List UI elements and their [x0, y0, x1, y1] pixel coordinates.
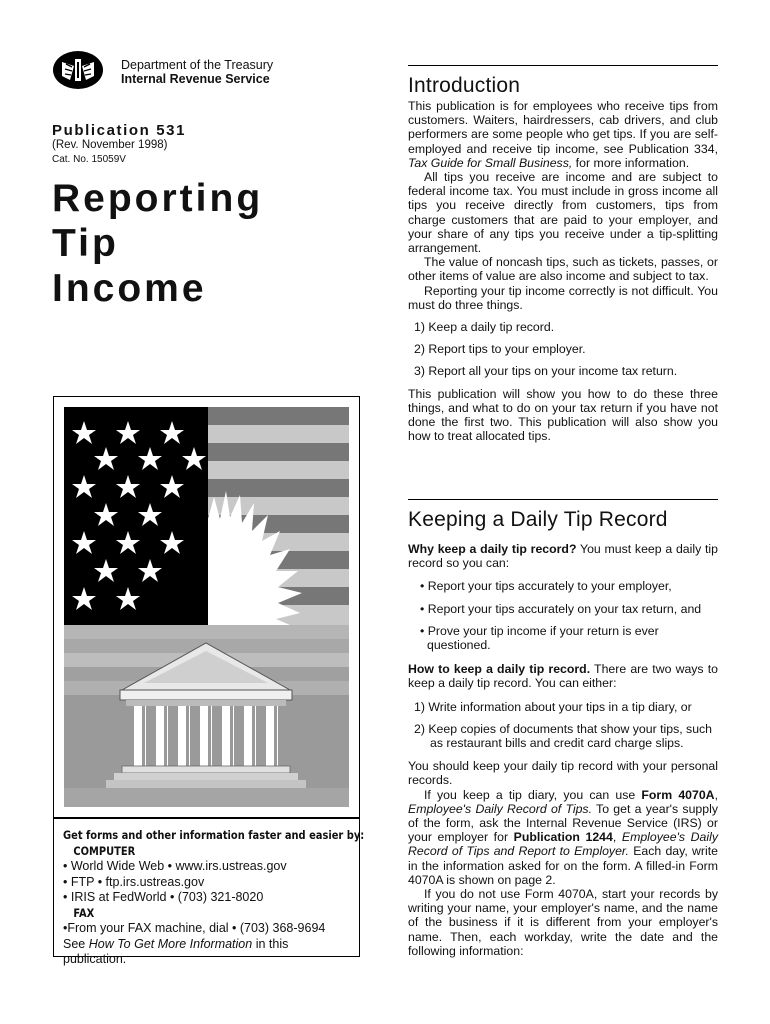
see-post: in this publication.: [63, 936, 289, 966]
see-reference: [63, 937, 351, 968]
diary-paragraph: [408, 788, 718, 887]
pub-title: Employee's Daily Record of Tips and Report to Employer.: [408, 830, 718, 859]
diary-text: ,: [612, 830, 622, 845]
why-text: You must keep a daily tip record so you can:: [408, 542, 718, 571]
how-text: There are two ways to keep a daily tip record. You can either:: [408, 662, 718, 691]
bullet-item: • Report your tips accurately on your tax return, and: [420, 601, 702, 616]
irs-eagle-logo: [52, 50, 104, 90]
form-title: Employee's Daily Record of Tips.: [408, 801, 592, 816]
bullet-item: • Prove your tip income if your return is ever questioned.: [420, 623, 659, 653]
computer-label: COMPUTER: [73, 843, 136, 858]
dept-line-2: Internal Revenue Service: [121, 72, 270, 86]
page-title: [52, 176, 263, 311]
section-rule: [408, 499, 718, 500]
daily-tip-record-section: [408, 508, 718, 958]
title-line: Income: [52, 267, 207, 310]
diary-text: If you keep a tip diary, you can use: [424, 787, 642, 802]
pub-1244-ref: Publication 1244: [513, 830, 613, 845]
step-item: 3) Report all your tips on your income tax return.: [414, 364, 678, 379]
intro-paragraph: Reporting your tip income correctly is not difficult. You must do three things.: [408, 283, 718, 312]
intro-paragraph: All tips you receive are income and are subject to federal income tax. You must include in gross income all tips you receive directly from customers, tips from charge customers that are paid to your employer, and your share of any tips you receive under a tip-splitting arrangement.: [408, 170, 718, 256]
info-heading: Get forms and other information faster and easier by:: [63, 828, 365, 842]
department-label: [121, 58, 273, 86]
intro-p1-a: This publication is for employees who receive tips from customers. Waiters, hairdressers, cab drivers, and club performers are some people who get tips. If you are self-employed and receive tip income, see Publication 334,: [408, 99, 718, 156]
no-form-paragraph: If you do not use Form 4070A, start your records by writing your name, your employer's name, and the name of the business if it is different from your employer's name. Then, each workday, write the date and the following information:: [408, 887, 718, 958]
publication-number: Publication 531: [52, 122, 187, 139]
flag-capitol-illustration: [53, 396, 360, 818]
keep-paragraph: You should keep your daily tip record with your personal records.: [408, 759, 718, 788]
dept-line-1: Department of the Treasury: [121, 58, 274, 72]
step-item: 1) Keep a daily tip record.: [414, 320, 555, 335]
see-title: How To Get More Information: [88, 936, 253, 951]
diary-text: ,: [714, 787, 718, 802]
diary-text: Each day, write in the information asked for on the form. A filled-in Form 4070A is shown on page 2.: [408, 844, 718, 887]
bullet-item: • Report your tips accurately to your employer,: [420, 579, 672, 594]
see-pre: See: [63, 936, 89, 951]
why-lead: Why keep a daily tip record?: [408, 542, 577, 556]
how-paragraph: [408, 662, 718, 690]
introduction-heading: Introduction: [408, 74, 521, 97]
way-item: 1) Write information about your tips in a tip diary, or: [414, 699, 692, 714]
way-item: 2) Keep copies of documents that show your tips, such as restaurant bills and credit card charge slips.: [414, 721, 713, 751]
intro-p1-b: for more information.: [572, 155, 690, 170]
intro-paragraph: This publication will show you how to do these three things, and what to do on your tax return if you have not done the first two. This publication will also show you how to treat allocated tips.: [408, 386, 718, 444]
illustration-svg: [64, 407, 349, 807]
why-paragraph: [408, 542, 718, 570]
form-4070a-ref: Form 4070A: [641, 787, 715, 802]
catalog-number: Cat. No. 15059V: [52, 154, 126, 165]
intro-paragraph: [408, 99, 718, 170]
title-line: Reporting: [52, 177, 264, 220]
intro-paragraph: The value of noncash tips, such as tickets, passes, or other items of value are also income and subject to tax.: [408, 255, 718, 284]
www-line: • World Wide Web • www.irs.ustreas.gov: [63, 859, 287, 873]
get-forms-info-box: [53, 818, 365, 966]
section-rule: [408, 65, 718, 66]
iris-line: • IRIS at FedWorld • (703) 321-8020: [63, 890, 264, 904]
title-line: Tip: [52, 222, 119, 265]
ftp-line: • FTP • ftp.irs.ustreas.gov: [63, 874, 205, 889]
step-item: 2) Report tips to your employer.: [414, 342, 586, 357]
fax-line: •From your FAX machine, dial • (703) 368-9694: [63, 921, 326, 935]
diary-text: To get a year's supply of the form, ask the Internal Revenue Service (IRS) or your employer for: [408, 801, 718, 845]
intro-p1-title: Tax Guide for Small Business,: [408, 155, 573, 170]
daily-tip-heading: Keeping a Daily Tip Record: [408, 508, 668, 531]
introduction-section: [408, 74, 718, 443]
fax-label: FAX: [73, 905, 95, 920]
how-lead: How to keep a daily tip record.: [408, 662, 591, 677]
revision-date: (Rev. November 1998): [52, 139, 168, 151]
